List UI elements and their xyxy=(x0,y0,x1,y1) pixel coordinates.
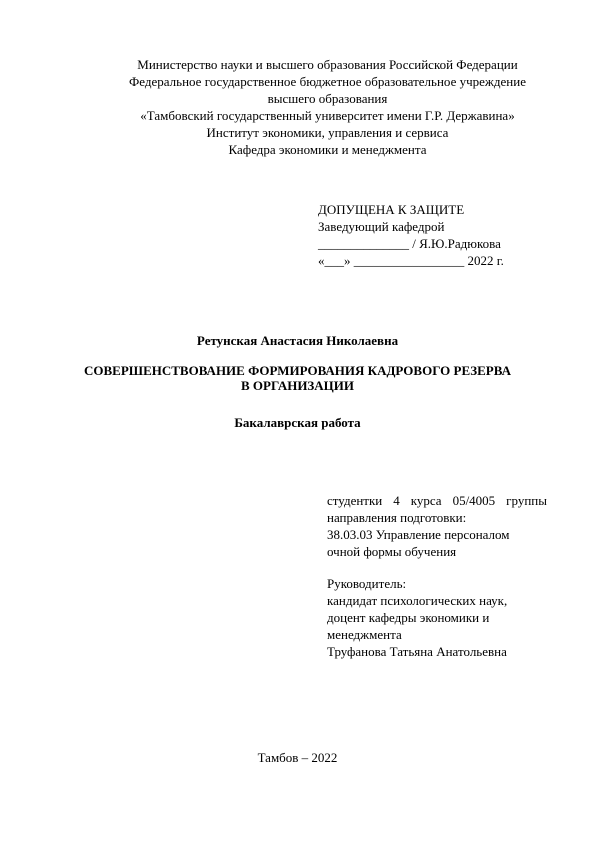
thesis-title xyxy=(0,363,595,393)
institute-line: Институт экономики, управления и сервиса xyxy=(206,125,449,140)
university-name-line: «Тамбовский государственный университет имени Г.Р. Державина» xyxy=(140,108,515,123)
approval-position: Заведующий кафедрой xyxy=(318,219,445,234)
student-course-word: курса xyxy=(410,493,442,508)
student-info-block xyxy=(327,492,547,560)
student-course-line xyxy=(327,492,547,509)
thesis-title-line-1: СОВЕРШЕНСТВОВАНИЕ ФОРМИРОВАНИЯ КАДРОВОГО РЕЗЕРВА xyxy=(84,363,511,378)
author-name: Ретунская Анастасия Николаевна xyxy=(196,333,399,348)
education-level-line: высшего образования xyxy=(267,91,388,106)
student-course-word: группы xyxy=(506,493,547,508)
supervisor-block xyxy=(327,575,547,660)
student-course-word: студентки xyxy=(327,493,383,508)
department-line: Кафедра экономики и менеджмента xyxy=(228,142,427,157)
institution-header xyxy=(40,56,595,158)
student-course-word: 4 xyxy=(393,493,400,508)
supervisor-label: Руководитель: xyxy=(327,576,407,591)
supervisor-name: Труфанова Татьяна Анатольевна xyxy=(327,644,507,659)
student-study-form: очной формы обучения xyxy=(327,544,457,559)
supervisor-position-line-1: доцент кафедры экономики и xyxy=(327,610,490,625)
thesis-title-line-2: В ОРГАНИЗАЦИИ xyxy=(240,378,355,393)
supervisor-position-line-2: менеджмента xyxy=(327,627,402,642)
work-type: Бакалаврская работа xyxy=(234,415,361,430)
city-year: Тамбов – 2022 xyxy=(257,750,338,765)
approval-heading: ДОПУЩЕНА К ЗАЩИТЕ xyxy=(318,202,465,217)
approval-block xyxy=(318,201,568,269)
approval-signature-line: ______________ / Я.Ю.Радюкова xyxy=(318,236,501,251)
ministry-line: Министерство науки и высшего образования Российской Федерации xyxy=(137,57,518,72)
institution-type-line: Федеральное государственное бюджетное образовательное учреждение xyxy=(129,74,526,89)
student-course-word: 05/4005 xyxy=(452,493,496,508)
student-direction-code: 38.03.03 Управление персоналом xyxy=(327,527,510,542)
student-direction-label: направления подготовки: xyxy=(327,510,467,525)
approval-date-line: «___» _________________ 2022 г. xyxy=(318,253,504,268)
supervisor-degree: кандидат психологических наук, xyxy=(327,593,508,608)
